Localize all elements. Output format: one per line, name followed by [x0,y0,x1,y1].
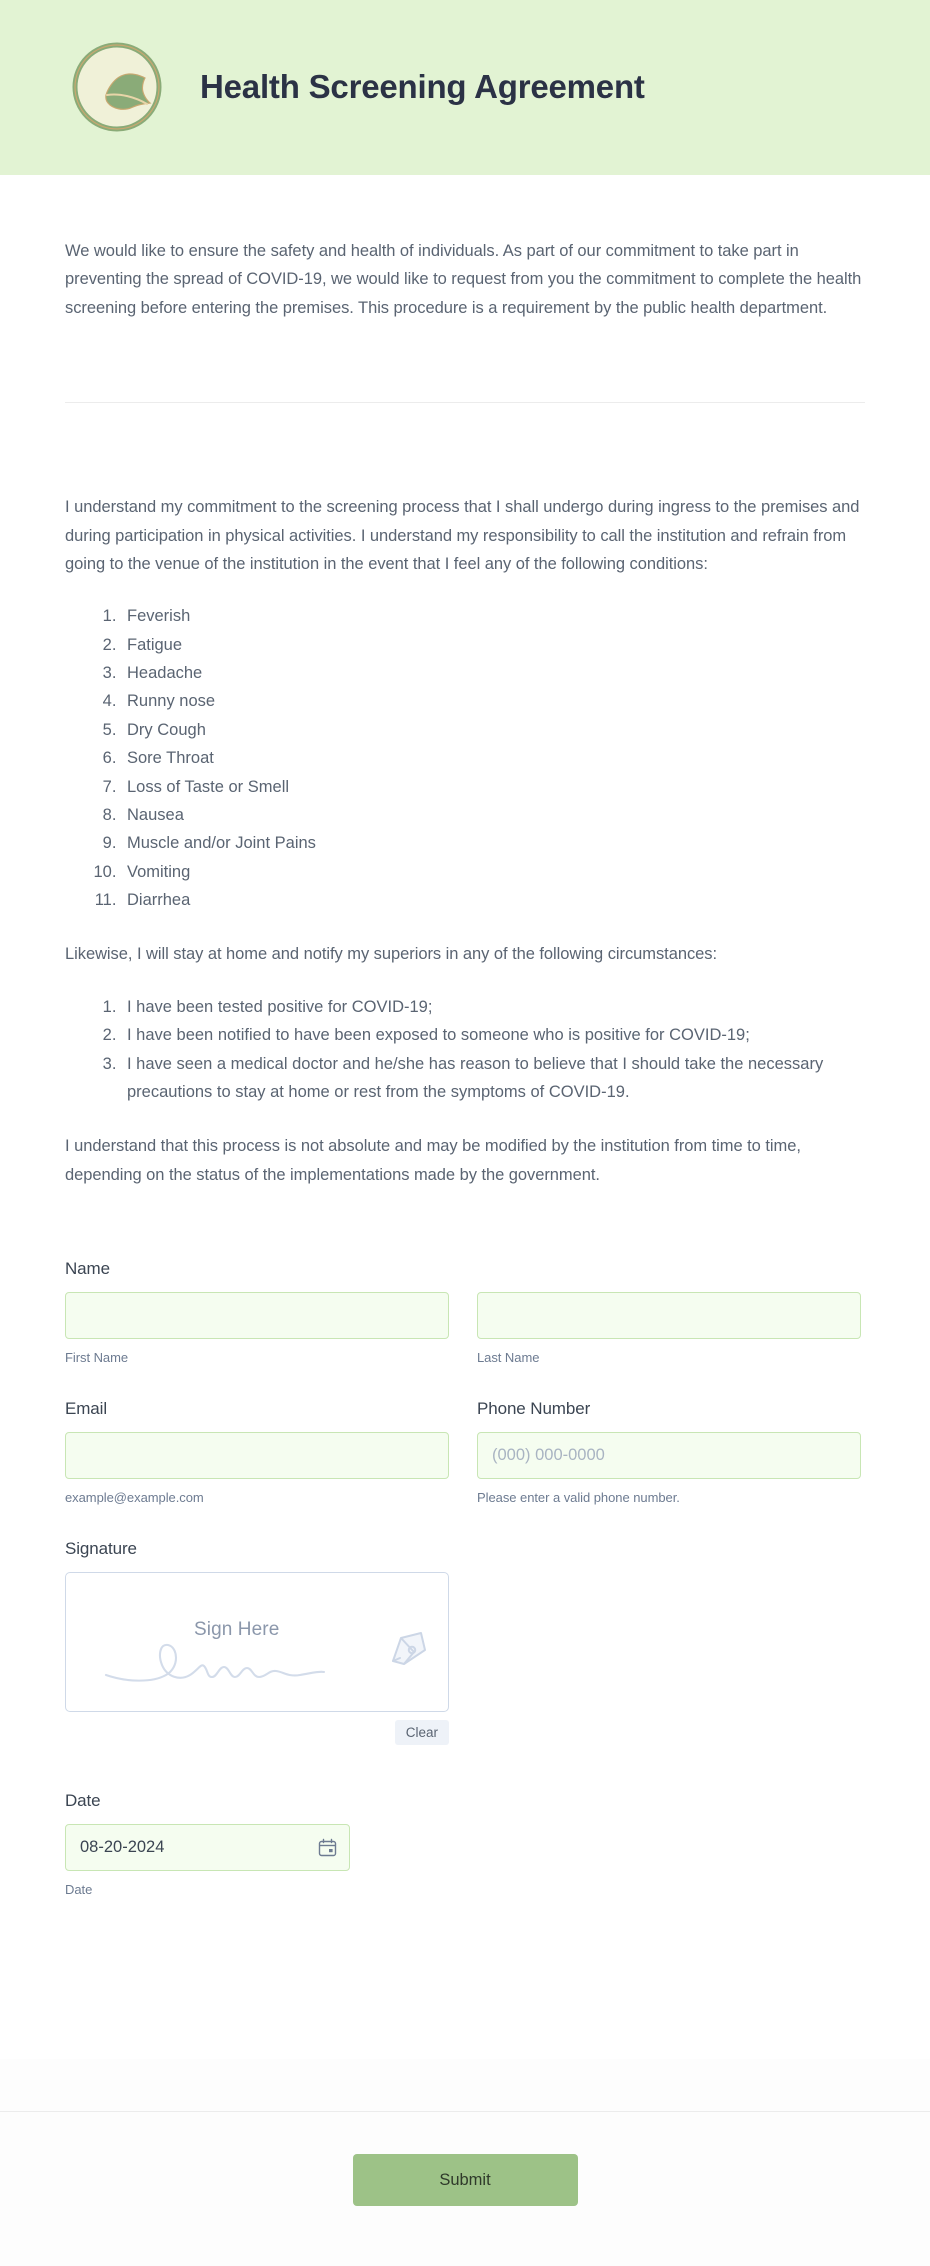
last-name-sub-label: Last Name [477,1350,540,1365]
email-phone-row [65,1399,865,1505]
date-field-group [65,1791,865,1897]
name-row [65,1292,865,1365]
list-item: 1. I have been tested positive for COVID-19; [121,993,865,1021]
list-item: 2. I have been notified to have been exposed to someone who is positive for COVID-19; [121,1021,865,1049]
leaf-in-circle-logo-icon [65,35,170,140]
signature-pad[interactable] [65,1572,449,1712]
list-item: 10. Vomiting [121,858,865,886]
list-item: 9. Muscle and/or Joint Pains [121,829,865,857]
phone-input[interactable] [477,1432,861,1479]
phone-sub-label: Please enter a valid phone number. [477,1490,680,1505]
list-item: 4. Runny nose [121,687,865,715]
agreement-paragraph-2: Likewise, I will stay at home and notify my superiors in any of the following circumstances: [65,945,718,964]
signature-squiggle-icon [104,1635,364,1696]
list-item: 3. I have seen a medical doctor and he/she has reason to believe that I should take the necessary precautions to stay at home or rest from the symptoms of COVID-19. [121,1050,865,1107]
signature-hint: Sign Here [194,1619,280,1640]
page-header [0,0,930,175]
conditions-list [65,602,865,914]
first-name-sub-label: First Name [65,1350,129,1365]
form-section [65,1189,865,1897]
list-item: 1. Feverish [121,602,865,630]
date-label: Date [65,1791,101,1810]
list-item: 3. Headache [121,659,865,687]
email-input[interactable] [65,1432,449,1479]
list-item: 5. Dry Cough [121,716,865,744]
phone-field-group [477,1399,861,1505]
intro-block [65,175,865,322]
email-field-group [65,1399,449,1505]
list-item: 6. Sore Throat [121,744,865,772]
form-footer [0,2111,930,2266]
list-item: 7. Loss of Taste or Smell [121,773,865,801]
first-name-input[interactable] [65,1292,449,1339]
intro-paragraph: We would like to ensure the safety and health of individuals. As part of our commitment to take part in preventing the spread of COVID-19, we would like to request from you the commitment to complete the health screening before entering the premises. This procedure is a requirement by the public health department. [65,242,862,317]
list-item: 11. Diarrhea [121,886,865,914]
clear-signature-button[interactable]: Clear [395,1720,449,1745]
agreement-paragraph-1: I understand my commitment to the screening process that I shall undergo during ingress to the premises and during participation in physical activities. I understand my responsibility to call the institution and refrain from going to the venue of the institution in the event that I feel any of the following conditions: [65,498,860,573]
date-sub-label: Date [65,1882,93,1897]
page-content [0,175,930,2059]
list-item: 2. Fatigue [121,631,865,659]
email-sub-label: example@example.com [65,1490,204,1505]
clear-signature-row [65,1720,449,1745]
first-name-col [65,1292,449,1365]
list-item: 8. Nausea [121,801,865,829]
name-label: Name [65,1259,110,1278]
email-label: Email [65,1399,108,1418]
circumstances-list [65,993,865,1107]
last-name-input[interactable] [477,1292,861,1339]
last-name-col [477,1292,861,1365]
name-field-group [65,1259,865,1365]
date-input[interactable] [65,1824,350,1871]
phone-label: Phone Number [477,1399,591,1418]
pen-nib-icon [388,1628,430,1675]
page-title: Health Screening Agreement [200,68,645,106]
submit-button[interactable]: Submit [353,2154,578,2206]
signature-field-group [65,1539,865,1745]
signature-label: Signature [65,1539,137,1558]
date-input-wrapper [65,1824,350,1871]
agreement-section [65,403,865,1189]
agreement-paragraph-3: I understand that this process is not absolute and may be modified by the institution from time to time, depending on the status of the implementations made by the government. [65,1137,801,1184]
